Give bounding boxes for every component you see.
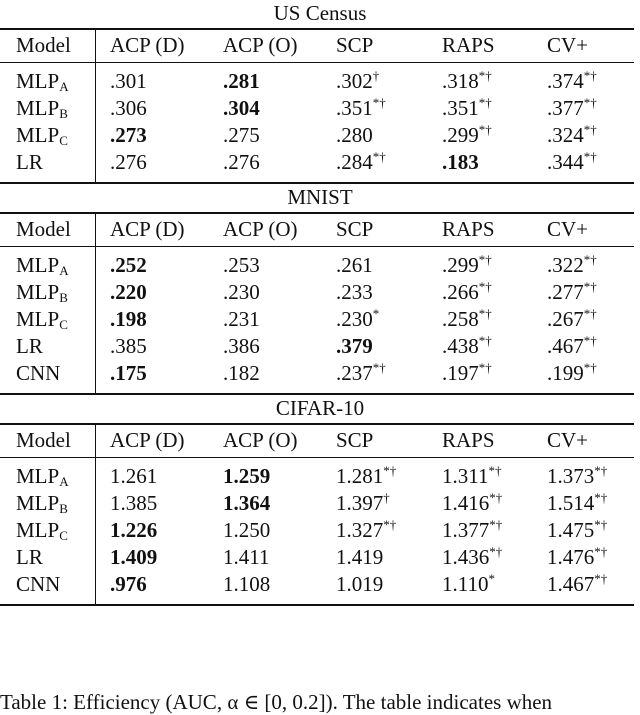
significance-mark: *† bbox=[478, 68, 492, 83]
value-cell bbox=[442, 95, 547, 122]
value-cell bbox=[442, 149, 547, 176]
value: .374 bbox=[547, 69, 584, 93]
value: .230 bbox=[223, 280, 260, 304]
value: 1.416 bbox=[442, 491, 490, 515]
model-cell bbox=[0, 571, 96, 598]
model-subscript: B bbox=[59, 501, 68, 516]
significance-mark: *† bbox=[478, 95, 492, 110]
value-cell bbox=[336, 333, 442, 360]
header-row bbox=[0, 28, 640, 62]
value: .299 bbox=[442, 253, 479, 277]
value-cell bbox=[96, 122, 224, 149]
column-header: SCP bbox=[336, 217, 374, 241]
value: 1.108 bbox=[223, 572, 271, 596]
value: .237 bbox=[336, 361, 373, 385]
table-section bbox=[0, 395, 640, 606]
section-table bbox=[0, 28, 640, 182]
value: .351 bbox=[442, 96, 479, 120]
value-cell bbox=[96, 544, 224, 571]
significance-mark: *† bbox=[478, 360, 492, 375]
table-row bbox=[0, 490, 640, 517]
table-row bbox=[0, 68, 640, 95]
column-header: Model bbox=[16, 217, 71, 241]
value: .281 bbox=[223, 69, 260, 93]
value: .253 bbox=[223, 253, 260, 277]
value-cell bbox=[96, 571, 224, 598]
column-header: CV+ bbox=[547, 428, 589, 452]
value-cell bbox=[96, 306, 224, 333]
value: .267 bbox=[547, 307, 584, 331]
section-table bbox=[0, 212, 640, 393]
value-cell bbox=[547, 463, 640, 490]
significance-mark: † bbox=[383, 490, 390, 505]
table-section bbox=[0, 184, 640, 395]
value: 1.467 bbox=[547, 572, 595, 596]
value-cell bbox=[547, 571, 640, 598]
significance-mark: *† bbox=[372, 149, 386, 164]
model-subscript: C bbox=[59, 528, 68, 543]
table-rule bbox=[0, 246, 634, 247]
significance-mark: *† bbox=[488, 463, 502, 478]
header-row bbox=[0, 212, 640, 246]
table-rule bbox=[0, 423, 634, 425]
value-cell bbox=[223, 122, 336, 149]
value: .182 bbox=[223, 361, 260, 385]
model-name: LR bbox=[16, 545, 43, 569]
value-cell bbox=[442, 571, 547, 598]
value: 1.385 bbox=[110, 491, 158, 515]
significance-mark: *† bbox=[478, 306, 492, 321]
model-name: CNN bbox=[16, 572, 61, 596]
model-name: LR bbox=[16, 334, 43, 358]
value-cell bbox=[223, 463, 336, 490]
value: .276 bbox=[223, 150, 260, 174]
value-cell bbox=[223, 252, 336, 279]
model-subscript: A bbox=[59, 263, 69, 278]
section-title: CIFAR-10 bbox=[275, 396, 365, 420]
value-cell bbox=[442, 279, 547, 306]
significance-mark: * bbox=[488, 571, 495, 586]
value: 1.110 bbox=[442, 572, 489, 596]
value: .301 bbox=[110, 69, 147, 93]
value-cell bbox=[442, 463, 547, 490]
value: .299 bbox=[442, 123, 479, 147]
value-cell bbox=[336, 571, 442, 598]
value: .385 bbox=[110, 334, 147, 358]
table-row bbox=[0, 544, 640, 571]
column-header: SCP bbox=[336, 428, 374, 452]
model-cell bbox=[0, 149, 96, 176]
value: 1.226 bbox=[110, 518, 158, 542]
table-row bbox=[0, 95, 640, 122]
table-row bbox=[0, 306, 640, 333]
value: 1.377 bbox=[442, 518, 490, 542]
value: .304 bbox=[223, 96, 260, 120]
header-row bbox=[0, 423, 640, 457]
table-row bbox=[0, 279, 640, 306]
value-cell bbox=[223, 571, 336, 598]
value: 1.327 bbox=[336, 518, 384, 542]
column-header: ACP (O) bbox=[223, 217, 298, 241]
value-cell bbox=[96, 463, 224, 490]
table-rule bbox=[0, 62, 634, 63]
model-name: MLP bbox=[16, 518, 60, 542]
model-cell bbox=[0, 95, 96, 122]
table-caption: Table 1: Efficiency (AUC, α ∈ [0, 0.2]). The table indicates when bbox=[0, 690, 553, 714]
value: .467 bbox=[547, 334, 584, 358]
model-subscript: A bbox=[59, 79, 69, 94]
value-cell bbox=[442, 333, 547, 360]
significance-mark: *† bbox=[594, 490, 608, 505]
model-subscript: B bbox=[59, 106, 68, 121]
value-cell bbox=[96, 252, 224, 279]
value: 1.411 bbox=[223, 545, 270, 569]
model-name: MLP bbox=[16, 69, 60, 93]
column-header: RAPS bbox=[442, 217, 495, 241]
model-cell bbox=[0, 490, 96, 517]
value: .276 bbox=[110, 150, 147, 174]
model-cell bbox=[0, 333, 96, 360]
value-cell bbox=[547, 279, 640, 306]
value: .280 bbox=[336, 123, 373, 147]
table-rule bbox=[0, 28, 634, 30]
value: .379 bbox=[336, 334, 373, 358]
significance-mark: *† bbox=[383, 517, 397, 532]
value: .438 bbox=[442, 334, 479, 358]
significance-mark: *† bbox=[489, 517, 503, 532]
column-header: Model bbox=[16, 33, 71, 57]
value-cell bbox=[223, 333, 336, 360]
value: 1.436 bbox=[442, 545, 490, 569]
significance-mark: *† bbox=[372, 95, 386, 110]
value-cell bbox=[547, 360, 640, 387]
model-subscript: B bbox=[59, 290, 68, 305]
value: .302 bbox=[336, 69, 373, 93]
model-name: MLP bbox=[16, 96, 60, 120]
significance-mark: *† bbox=[594, 571, 608, 586]
model-cell bbox=[0, 463, 96, 490]
table-rule bbox=[0, 212, 634, 214]
value: 1.409 bbox=[110, 545, 158, 569]
significance-mark: *† bbox=[594, 463, 608, 478]
value: .231 bbox=[223, 307, 260, 331]
value: .220 bbox=[110, 280, 147, 304]
significance-mark: *† bbox=[583, 68, 597, 83]
value: .233 bbox=[336, 280, 373, 304]
value-cell bbox=[442, 490, 547, 517]
significance-mark: *† bbox=[583, 252, 597, 267]
value-cell bbox=[336, 252, 442, 279]
value-cell bbox=[96, 149, 224, 176]
significance-mark: *† bbox=[478, 122, 492, 137]
value: 1.261 bbox=[110, 464, 158, 488]
value: 1.311 bbox=[442, 464, 489, 488]
value: .275 bbox=[223, 123, 260, 147]
table-rule bbox=[0, 604, 634, 606]
value-cell bbox=[223, 544, 336, 571]
model-cell bbox=[0, 68, 96, 95]
value-cell bbox=[223, 517, 336, 544]
table-row bbox=[0, 252, 640, 279]
model-name: CNN bbox=[16, 361, 61, 385]
model-name: LR bbox=[16, 150, 43, 174]
model-name: MLP bbox=[16, 280, 60, 304]
model-name: MLP bbox=[16, 307, 60, 331]
model-name: MLP bbox=[16, 464, 60, 488]
section-title: MNIST bbox=[287, 185, 353, 209]
column-header: CV+ bbox=[547, 33, 589, 57]
model-cell bbox=[0, 122, 96, 149]
value: .273 bbox=[110, 123, 147, 147]
model-cell bbox=[0, 544, 96, 571]
value: 1.475 bbox=[547, 518, 595, 542]
value-cell bbox=[96, 490, 224, 517]
value-cell bbox=[223, 306, 336, 333]
significance-mark: *† bbox=[372, 360, 386, 375]
value: .322 bbox=[547, 253, 584, 277]
model-name: MLP bbox=[16, 491, 60, 515]
value: .351 bbox=[336, 96, 373, 120]
significance-mark: *† bbox=[583, 149, 597, 164]
significance-mark: *† bbox=[583, 333, 597, 348]
value-cell bbox=[547, 306, 640, 333]
value: .198 bbox=[110, 307, 147, 331]
significance-mark: † bbox=[372, 68, 380, 83]
value-cell bbox=[442, 122, 547, 149]
column-header: Model bbox=[16, 428, 71, 452]
value-cell bbox=[336, 360, 442, 387]
value: 1.364 bbox=[223, 491, 271, 515]
significance-mark: *† bbox=[583, 95, 597, 110]
model-subscript: C bbox=[59, 317, 68, 332]
column-header: CV+ bbox=[547, 217, 589, 241]
value-cell bbox=[96, 68, 224, 95]
value-cell bbox=[336, 544, 442, 571]
table-section bbox=[0, 0, 640, 184]
value-cell bbox=[547, 517, 640, 544]
table-row bbox=[0, 122, 640, 149]
value: .261 bbox=[336, 253, 373, 277]
column-header: ACP (D) bbox=[96, 423, 224, 457]
value: .197 bbox=[442, 361, 479, 385]
value: .277 bbox=[547, 280, 584, 304]
model-cell bbox=[0, 360, 96, 387]
value-cell bbox=[223, 360, 336, 387]
value: .344 bbox=[547, 150, 584, 174]
table-row bbox=[0, 360, 640, 387]
value-cell bbox=[223, 95, 336, 122]
value: 1.419 bbox=[336, 545, 384, 569]
value: .183 bbox=[442, 150, 479, 174]
section-table bbox=[0, 423, 640, 604]
significance-mark: * bbox=[372, 306, 380, 321]
value-cell bbox=[223, 490, 336, 517]
column-header: RAPS bbox=[442, 428, 495, 452]
value-cell bbox=[223, 68, 336, 95]
model-cell bbox=[0, 517, 96, 544]
significance-mark: *† bbox=[478, 252, 492, 267]
value: .266 bbox=[442, 280, 479, 304]
column-header: ACP (D) bbox=[96, 212, 224, 246]
value: .258 bbox=[442, 307, 479, 331]
value-cell bbox=[547, 490, 640, 517]
model-cell bbox=[0, 306, 96, 333]
table-row bbox=[0, 333, 640, 360]
value-cell bbox=[336, 490, 442, 517]
value-cell bbox=[442, 360, 547, 387]
column-header: RAPS bbox=[442, 33, 495, 57]
table-row bbox=[0, 149, 640, 176]
model-subscript: A bbox=[59, 474, 69, 489]
model-name: MLP bbox=[16, 123, 60, 147]
value: .318 bbox=[442, 69, 479, 93]
value-cell bbox=[547, 68, 640, 95]
table-rule bbox=[0, 457, 634, 458]
value-cell bbox=[336, 306, 442, 333]
value: 1.250 bbox=[223, 518, 271, 542]
value: 1.281 bbox=[336, 464, 384, 488]
value-cell bbox=[96, 517, 224, 544]
value-cell bbox=[547, 252, 640, 279]
value-cell bbox=[547, 122, 640, 149]
value: 1.259 bbox=[223, 464, 271, 488]
value-cell bbox=[442, 517, 547, 544]
value-cell bbox=[96, 333, 224, 360]
value-cell bbox=[336, 279, 442, 306]
table-row bbox=[0, 463, 640, 490]
value-cell bbox=[223, 149, 336, 176]
value-cell bbox=[547, 149, 640, 176]
value-cell bbox=[442, 306, 547, 333]
value-cell bbox=[96, 360, 224, 387]
significance-mark: *† bbox=[478, 333, 492, 348]
value: .306 bbox=[110, 96, 147, 120]
significance-mark: *† bbox=[583, 360, 597, 375]
value: .175 bbox=[110, 361, 147, 385]
value-cell bbox=[442, 68, 547, 95]
significance-mark: *† bbox=[478, 279, 492, 294]
value-cell bbox=[547, 544, 640, 571]
value-cell bbox=[336, 95, 442, 122]
model-cell bbox=[0, 279, 96, 306]
significance-mark: *† bbox=[594, 544, 608, 559]
value: 1.397 bbox=[336, 491, 384, 515]
value: .252 bbox=[110, 253, 147, 277]
value-cell bbox=[547, 95, 640, 122]
value: 1.476 bbox=[547, 545, 595, 569]
value: 1.019 bbox=[336, 572, 384, 596]
value: .377 bbox=[547, 96, 584, 120]
value: .976 bbox=[110, 572, 147, 596]
column-header: ACP (O) bbox=[223, 33, 298, 57]
value-cell bbox=[336, 68, 442, 95]
value-cell bbox=[336, 122, 442, 149]
model-subscript: C bbox=[59, 133, 68, 148]
value: .386 bbox=[223, 334, 260, 358]
value: 1.514 bbox=[547, 491, 595, 515]
table-row bbox=[0, 517, 640, 544]
column-header: ACP (O) bbox=[223, 428, 298, 452]
value: .199 bbox=[547, 361, 584, 385]
value-cell bbox=[336, 149, 442, 176]
value-cell bbox=[96, 279, 224, 306]
significance-mark: *† bbox=[489, 544, 503, 559]
model-cell bbox=[0, 252, 96, 279]
significance-mark: *† bbox=[383, 463, 397, 478]
value: .230 bbox=[336, 307, 373, 331]
value: .324 bbox=[547, 123, 584, 147]
value: 1.373 bbox=[547, 464, 595, 488]
value-cell bbox=[336, 517, 442, 544]
section-title: US Census bbox=[273, 1, 367, 25]
value-cell bbox=[336, 463, 442, 490]
value-cell bbox=[223, 279, 336, 306]
value-cell bbox=[442, 544, 547, 571]
significance-mark: *† bbox=[583, 122, 597, 137]
table-row bbox=[0, 571, 640, 598]
value: .284 bbox=[336, 150, 373, 174]
value-cell bbox=[96, 95, 224, 122]
significance-mark: *† bbox=[583, 306, 597, 321]
value-cell bbox=[442, 252, 547, 279]
model-name: MLP bbox=[16, 253, 60, 277]
significance-mark: *† bbox=[489, 490, 503, 505]
significance-mark: *† bbox=[583, 279, 597, 294]
column-header: ACP (D) bbox=[96, 28, 224, 62]
column-header: SCP bbox=[336, 33, 374, 57]
significance-mark: *† bbox=[594, 517, 608, 532]
value-cell bbox=[547, 333, 640, 360]
